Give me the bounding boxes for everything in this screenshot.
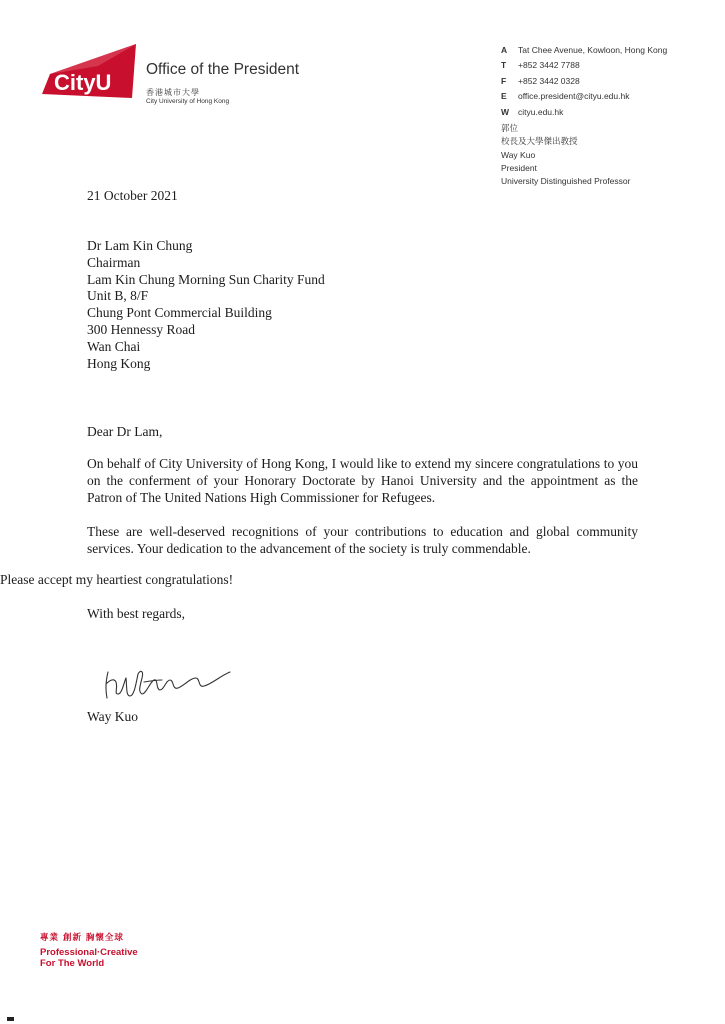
contact-label: W — [501, 106, 510, 117]
contact-label: E — [501, 91, 507, 102]
contact-fax — [501, 73, 667, 89]
logo-wordmark: CityU — [54, 70, 112, 95]
address-line: Unit B, 8/F — [87, 288, 149, 304]
university-chinese-name: 香港城市大學 — [146, 88, 200, 97]
contact-label: F — [501, 75, 507, 86]
president-name-chinese: 郭位 — [501, 124, 519, 134]
contact-block — [501, 42, 667, 120]
contact-website — [501, 104, 667, 120]
address-line: 300 Hennessy Road — [87, 321, 195, 337]
letter-date: 21 October 2021 — [87, 188, 178, 203]
motto-line-2: For The World — [40, 958, 105, 969]
address-line: Lam Kin Chung Morning Sun Charity Fund — [87, 271, 325, 287]
address-line: Wan Chai — [87, 338, 141, 354]
contact-telephone — [501, 58, 667, 74]
contact-value: +852 3442 0328 — [518, 75, 580, 86]
president-name: Way Kuo — [501, 150, 536, 160]
body-paragraph-1: On behalf of City University of Hong Kong, I would like to extend my sincere congratulations to you on the conferment of your Honorary Doctorate by Hanoi University and the appointment as the Patron of The United Nations High Commissioner for Refugees. — [87, 456, 638, 505]
contact-value: +852 3442 7788 — [518, 60, 580, 71]
recipient-address — [87, 238, 325, 372]
contact-email — [501, 89, 667, 105]
contact-value: cityu.edu.hk — [518, 106, 564, 117]
cityu-logo — [38, 42, 138, 108]
office-title: Office of the President — [146, 61, 300, 78]
contact-value: Tat Chee Avenue, Kowloon, Hong Kong — [518, 44, 668, 55]
contact-address — [501, 42, 667, 58]
body-paragraph-2: These are well-deserved recognitions of your contributions to education and global community services. Your dedication to the advancement of the society is truly commendable. — [87, 524, 638, 556]
address-line: Chairman — [87, 254, 141, 270]
scan-mark — [7, 1017, 14, 1021]
president-block — [501, 123, 630, 188]
university-english-name: City University of Hong Kong — [146, 98, 230, 105]
closing: With best regards, — [87, 606, 186, 621]
address-line: Hong Kong — [87, 355, 151, 371]
footer-motto — [40, 931, 138, 969]
president-subtitle: University Distinguished Professor — [501, 176, 631, 186]
salutation: Dear Dr Lam, — [87, 424, 163, 439]
contact-label: T — [501, 60, 507, 71]
body-paragraph-3: Please accept my heartiest congratulations! — [0, 572, 234, 587]
contact-label: A — [501, 44, 508, 55]
motto-line-1: Professional·Creative — [40, 947, 138, 958]
signer-name: Way Kuo — [87, 709, 139, 724]
contact-value: office.president@cityu.edu.hk — [518, 91, 630, 102]
handwritten-signature — [100, 660, 245, 705]
president-title: President — [501, 163, 537, 173]
address-line: Chung Pont Commercial Building — [87, 305, 272, 321]
president-title-chinese: 校長及大學傑出教授 — [501, 137, 578, 147]
address-line: Dr Lam Kin Chung — [87, 238, 193, 253]
motto-chinese: 專業 創新 胸懷全球 — [40, 933, 124, 943]
